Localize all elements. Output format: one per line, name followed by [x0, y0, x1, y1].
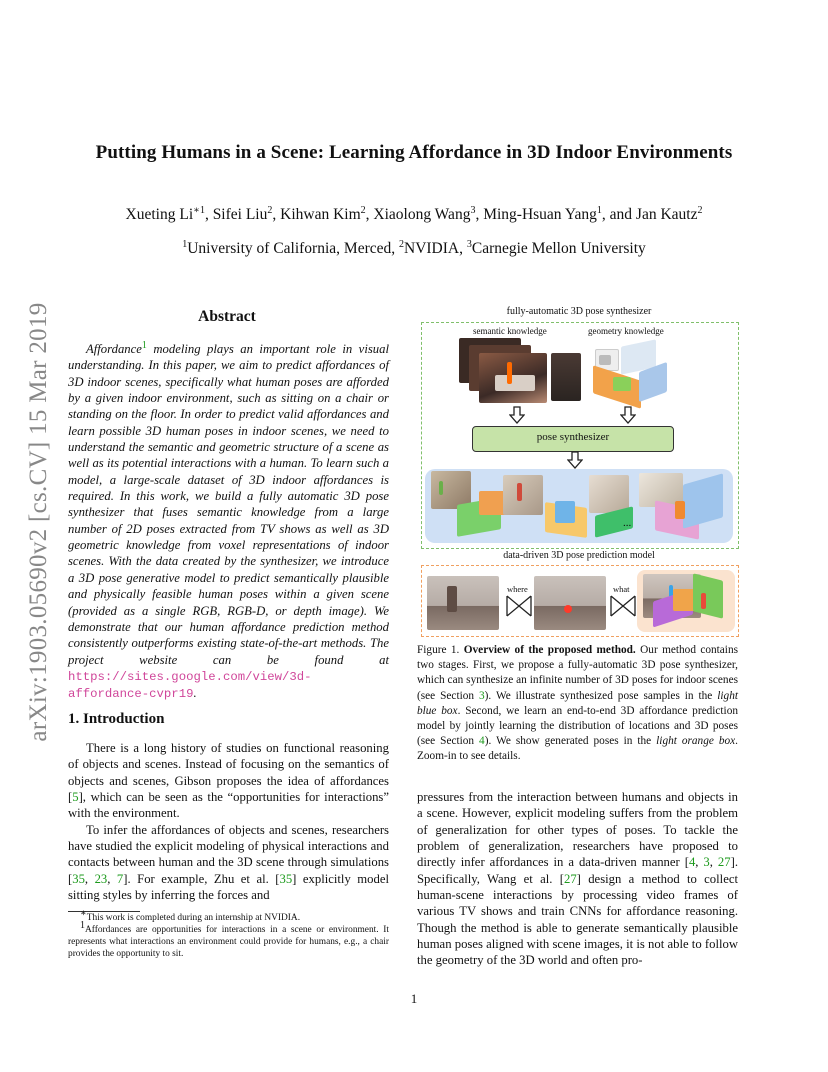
- affil-sup: 2: [399, 238, 404, 250]
- pose-marker: [701, 593, 706, 609]
- pose-marker: [439, 481, 443, 495]
- figure-label-semantic: semantic knowledge: [473, 326, 547, 336]
- footnote: ∗This work is completed during an internship at NVIDIA.: [80, 907, 301, 923]
- author-sup: 2: [360, 204, 366, 216]
- ellipsis-text: ...: [623, 517, 632, 529]
- abstract-text: modeling plays an important role in visual understanding. In this paper, we aim to predict affordances of 3D indoor scenes, specifically what human poses are afforded by a given indoor environment, such as sitting on a chair or standing on the floor. In order to predict valid affordances and learn possible 3D human poses in indoor scenes, we need to understand the semantic and geometric structure of a scene as well as its potential interactions with a human. To learn such a model, a large-scale dataset of 3D indoor affordances is required. In this work, we build a fully automatic 3D pose synthesizer that fuses semantic knowledge from a large number of 2D poses extracted from TV shows as well as 3D geometric knowledge from voxel representations of indoor scenes. With the data created by the synthesizer, we introduce a 3D pose generative model to predict semantically plausible and physically feasible human poses within a given scene (provided as a single RGB, RGB-D, or depth image). We demonstrate that our human affordance prediction method consistently outperforms existing state-of-the-art methods. The project website can be found at: [68, 342, 389, 667]
- tv-frame-image: [551, 353, 581, 401]
- arxiv-stamp: arXiv:1903.05690v2 [cs.CV] 15 Mar 2019: [25, 302, 52, 742]
- sample-voxel: [555, 501, 575, 523]
- arrow-down-icon: [509, 406, 525, 424]
- intro-paragraph: There is a long history of studies on functional reasoning of objects and scenes. Instead of focusing on the semantics of objects and scenes, Gibson proposes the idea of affordances [5], which can be seen as the “opportunities for interactions” with the environment.: [68, 741, 389, 821]
- abstract-heading: Abstract: [198, 308, 256, 325]
- network-block-icon: [610, 595, 636, 617]
- location-marker: [564, 605, 572, 613]
- page-number: 1: [410, 991, 418, 1006]
- affil-name: University of California, Merced,: [187, 240, 399, 257]
- sample-image: [503, 475, 543, 515]
- figure-label-geometry: geometry knowledge: [588, 326, 664, 336]
- bed-shape: [495, 375, 535, 391]
- author-list: Xueting $Li^{∗1}$, Sifei Liu$^2$, Kihwan Kim$^2$, Xiaolong Wang$^3$, Ming-Hsuan Yang$^1$, and Jan Kautz$^2$: [125, 204, 703, 223]
- arrow-down-icon: [620, 406, 636, 424]
- author-name: Sifei Liu: [212, 206, 268, 223]
- figure-label-model: data-driven 3D pose prediction model: [503, 550, 655, 561]
- caption-label: Figure 1.: [417, 644, 460, 656]
- caption-emphasis: light orange box: [656, 735, 736, 748]
- section-ref-link[interactable]: 3: [478, 689, 485, 702]
- author-name: Xiaolong Wang: [373, 206, 471, 223]
- author-sup: 3: [470, 204, 476, 216]
- citation-link[interactable]: 35: [72, 871, 85, 886]
- pose-marker: [517, 483, 522, 501]
- citation-link[interactable]: 23: [94, 871, 108, 886]
- pose-marker: [675, 501, 685, 519]
- affiliations: [0, 240, 828, 258]
- abstract-text: .: [193, 686, 197, 701]
- footnote-ref[interactable]: 1: [141, 339, 147, 351]
- pose-marker: [507, 362, 512, 384]
- author-sup: 2: [267, 204, 273, 216]
- where-label: where: [507, 584, 528, 594]
- project-url-link[interactable]: https://sites.google.com/view/3d-affordance-cvpr19: [68, 669, 312, 702]
- caption-emphasis: light blue box: [417, 689, 738, 717]
- voxel-object: [613, 377, 631, 391]
- author-name: Ming-Hsuan Yang: [483, 206, 597, 223]
- door-shape: [447, 586, 457, 612]
- abstract-body: [68, 341, 389, 703]
- citation-link[interactable]: 7: [116, 871, 124, 886]
- author-sup: 2: [697, 204, 703, 216]
- input-scene-image: [427, 576, 499, 630]
- citation-link[interactable]: 27: [563, 871, 577, 886]
- figure-caption: Figure 1. Overview of the proposed method. Our method contains two stages. First, we propose a fully-automatic 3D pose synthesizer, which can synthesize an infinite number of 3D poses for indoor scenes (see Section 3). We illustrate synthesized pose samples in the light blue box. Second, we learn an end-to-end 3D affordance prediction model by jointly learning the distribution of locations and 3D poses (see Section 4). We show generated poses in the light orange box. Zoom-in to see details.: [417, 644, 738, 763]
- generated-voxel: [693, 573, 723, 618]
- figure-1: [417, 305, 741, 639]
- citation-link[interactable]: 35: [279, 871, 293, 886]
- author-name: Jan Kautz: [635, 206, 698, 223]
- caption-bold: Overview of the proposed method.: [459, 644, 636, 656]
- pose-synthesizer-label: pose synthesizer: [536, 431, 610, 443]
- section-heading-introduction: 1. Introduction: [68, 711, 165, 727]
- author-name: Kihwan Kim: [280, 206, 361, 223]
- location-map-image: [534, 576, 606, 630]
- author-sup: 1: [596, 204, 602, 216]
- figure-label-synthesizer: fully-automatic 3D pose synthesizer: [506, 306, 652, 317]
- affil-name: NVIDIA,: [404, 240, 467, 257]
- sample-image: [589, 475, 629, 513]
- intro-body: [68, 740, 389, 903]
- intro-paragraph: To infer the affordances of objects and scenes, researchers have studied the explicit modeling of physical interactions and contacts between human and the 3D scene through simulations [35, 23, 7]. For example, Zhu et al. [35] explicitly model sitting styles by inferring the forces and: [68, 822, 389, 903]
- footnotes: [68, 907, 389, 960]
- network-block-icon: [506, 595, 532, 617]
- section-ref-link[interactable]: 4: [479, 735, 485, 748]
- citation-link[interactable]: 5: [72, 790, 79, 805]
- affil-sup: 1: [182, 238, 188, 250]
- right-column-body: pressures from the interaction between humans and objects in a scene. However, explicit modeling suffers from the problem of generalization for other types of poses. To tackle the problem of generalization, researchers have proposed to directly infer affordances in a data-driven manner [4, 3, 27]. Specifically, Wang et al. [27] design a method to collect human-scene interactions by processing video frames of various TV shows and train CNNs for affordance reasoning. Though the method is able to generate semantically plausible human poses aligned with scene images, it is not able to follow the geometry of the 3D world and often pro-: [417, 790, 738, 968]
- what-label: what: [613, 584, 630, 594]
- generated-voxel: [673, 589, 695, 611]
- author-name: Xueting Li: [125, 206, 194, 223]
- arrow-down-icon: [567, 451, 583, 469]
- citation-link[interactable]: 4: [688, 855, 696, 870]
- citation-link[interactable]: 27: [717, 855, 731, 870]
- citation-link[interactable]: 3: [703, 855, 710, 870]
- paper-title: Putting Humans in a Scene: Learning Affordance in 3D Indoor Environments: [95, 142, 733, 163]
- chair-shape: [599, 355, 611, 365]
- author-sup: ∗1: [193, 204, 205, 216]
- affil-name: Carnegie Mellon University: [471, 240, 646, 257]
- footnote: $^1$Affordances are opportunities for interactions in a scene or environment. It represents what interactions an environment could provide for humans, e.g., a chair provides the opportunity to sit.: [68, 919, 389, 959]
- affil-sup: 3: [466, 238, 472, 250]
- abstract-text: Affordance: [86, 342, 142, 356]
